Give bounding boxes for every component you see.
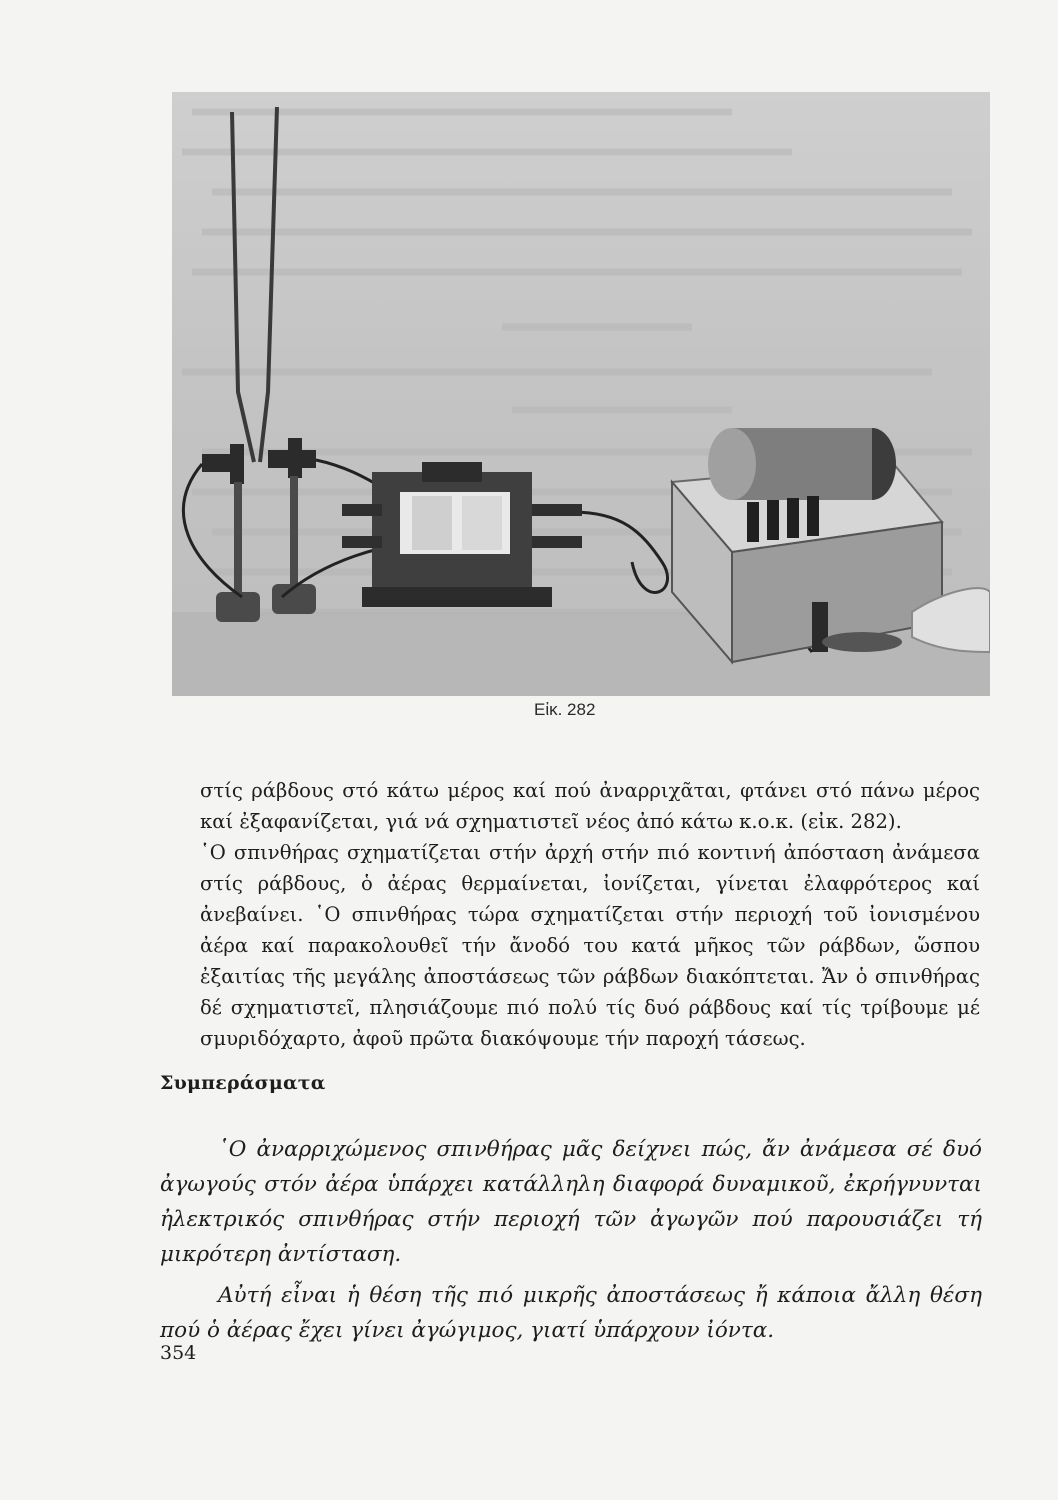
body-paragraph: στίς ράβδους στό κάτω μέρος καί πού ἀναρριχᾶται, φτάνει στό πάνω μέρος καί ἐξαφανίζεται, γιά νά σχηματιστεῖ νέος ἀπό κάτω κ.ο.κ. (εἰκ. 282).: [200, 779, 980, 833]
figure-photo: [172, 92, 990, 696]
conclusion-paragraph: Αὐτή εἶναι ἡ θέση τῆς πιό μικρῆς ἀποστάσεως ἤ κάποια ἄλλη θέση πού ὁ ἀέρας ἔχει γίνει ἀγώγιμος, γιατί ὑπάρχουν ἰόντα.: [160, 1283, 982, 1343]
figure-caption: Εἰκ. 282: [534, 700, 596, 719]
conclusions-text: [160, 1132, 982, 1348]
power-supply-box: [672, 428, 942, 662]
section-heading: Συμπεράσματα: [160, 1072, 326, 1094]
body-text: [200, 775, 980, 1054]
horn-rods: [232, 107, 277, 462]
spark-gap-apparatus-photo-icon: [172, 92, 990, 696]
conclusion-paragraph: ῾Ο ἀναρριχώμενος σπινθήρας μᾶς δείχνει πώς, ἄν ἀνάμεσα σέ δυό ἀγωγούς στόν ἀέρα ὑπάρχει κατάλληλη διαφορά δυναμικοῦ, ἐκρήγνυνται ἠλεκτρικός σπινθήρας στήν περιοχή τῶν ἀγωγῶν πού παρουσιάζει τή μικρότερη ἀντίσταση.: [160, 1137, 982, 1267]
body-paragraph: ῾Ο σπινθήρας σχηματίζεται στήν ἀρχή στήν πιό κοντινή ἀπόσταση ἀνάμεσα στίς ράβδους, ὁ ἀέρας θερμαίνεται, ἰονίζεται, γίνεται ἐλαφρότερος καί ἀνεβαίνει. ῾Ο σπινθήρας τώρα σχηματίζεται στήν περιοχή τοῦ ἰονισμένου ἀέρα καί παρακολουθεῖ τήν ἄνοδό του κατά μῆκος τῶν ράβδων, ὥσπου ἐξαιτίας τῆς μεγάλης ἀποστάσεως τῶν ράβδων διακόπτεται. Ἄν ὁ σπινθήρας δέ σχηματιστεῖ, πλησιάζουμε πιό πολύ τίς δυό ράβδους καί τίς τρίβουμε μέ σμυριδόχαρτο, ἀφοῦ πρῶτα διακόψουμε τήν παροχή τάσεως.: [200, 841, 980, 1050]
insulating-posts: [216, 476, 316, 622]
page-number: 354: [160, 1342, 197, 1364]
